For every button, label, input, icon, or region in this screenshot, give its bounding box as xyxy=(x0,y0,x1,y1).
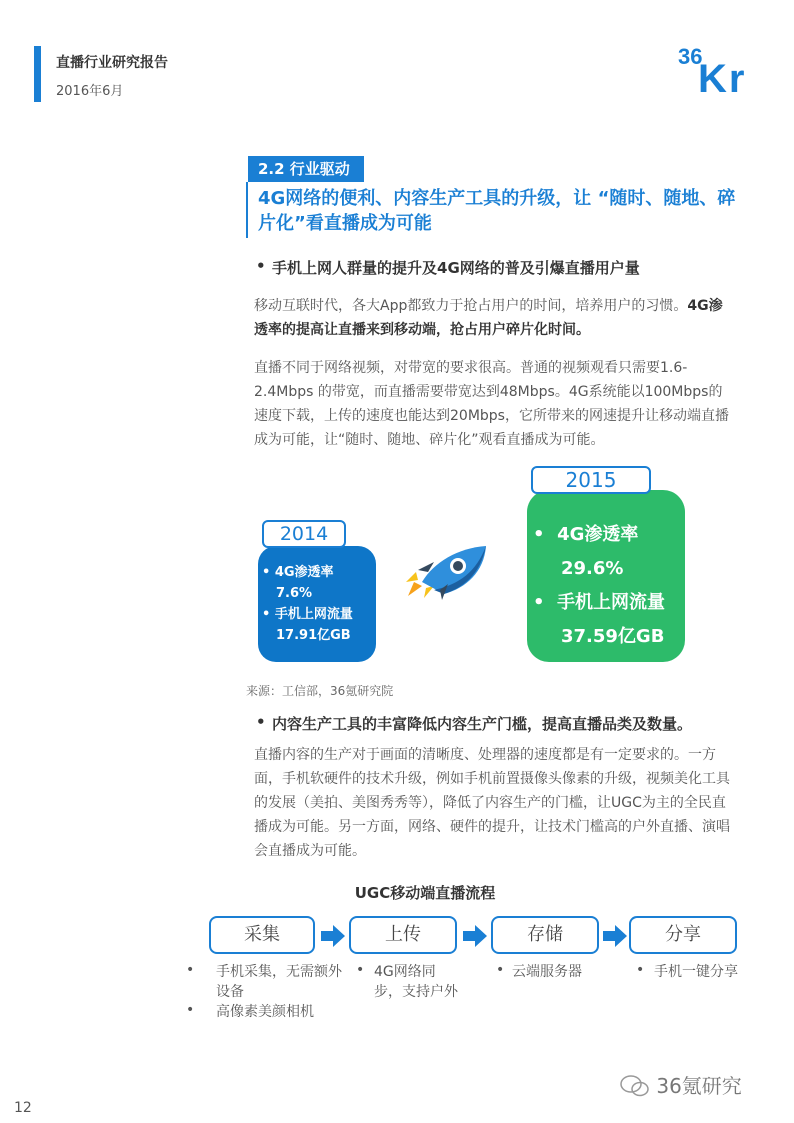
stat-2014-label-1: 4G渗透率 xyxy=(274,565,334,580)
bullet-dot: • xyxy=(186,1002,195,1018)
flow-note-collect-2: 高像素美颜相机 xyxy=(216,1004,314,1020)
bullet-dot: • xyxy=(533,592,545,613)
point1-paragraph1 xyxy=(254,294,732,342)
stat-2015-value-1: 29.6% xyxy=(561,558,624,579)
point2-heading: 内容生产工具的丰富降低内容生产门槛，提高直播品类及数量。 xyxy=(272,715,693,733)
stat-2014-value-2: 17.91亿GB xyxy=(276,628,351,643)
bullet-dot: • xyxy=(496,962,505,978)
stat-2015-label-2: 手机上网流量 xyxy=(557,592,666,613)
flow-note-store-1: 云端服务器 xyxy=(512,964,582,980)
source-note: 来源：工信部，36氪研究院 xyxy=(246,684,394,698)
wechat-icon xyxy=(620,1075,650,1097)
flow-note-share-1: 手机一键分享 xyxy=(654,964,738,980)
stat-2014-label-2: 手机上网流量 xyxy=(274,607,353,622)
36kr-logo xyxy=(676,40,768,96)
stat-2015-label-1: 4G渗透率 xyxy=(557,524,639,545)
year-2014-label: 2014 xyxy=(262,520,346,548)
point2-paragraph: 直播内容的生产对于画面的清晰度、处理器的速度都是有一定要求的。一方面，手机软硬件的技术升级，例如手机前置摄像头像素的升级，视频美化工具的发展（美拍、美图秀秀等），降低了内容生产的门槛，让UGC为主的全民直播成为可能。另一方面，网络、硬件的提升，让技术门槛高的户外直播、演唱会直播成为可能。 xyxy=(254,747,730,859)
bullet-dot: • xyxy=(636,962,645,978)
flow-step-upload: 上传 xyxy=(349,916,457,954)
year-2015-label: 2015 xyxy=(531,466,651,494)
point1-bullet: • xyxy=(256,257,266,275)
stat-2014-value-1: 7.6% xyxy=(276,586,313,601)
point1-para1-text: 移动互联时代，各大App都致力于抢占用户的时间，培养用户的习惯。 xyxy=(254,298,688,314)
flow-note-collect-1: 手机采集，无需额外设备 xyxy=(216,964,342,1000)
flow-note-upload-1: 4G网络同步，支持户外 xyxy=(374,964,458,1000)
bullet-dot: • xyxy=(356,962,365,978)
rocket-icon xyxy=(404,542,490,600)
section-tag: 2.2 行业驱动 xyxy=(248,156,364,182)
point1-heading: 手机上网人群量的提升及4G网络的普及引爆直播用户量 xyxy=(272,259,640,277)
stat-2015-value-2: 37.59亿GB xyxy=(561,626,665,647)
point1-paragraph2: 直播不同于网络视频，对带宽的要求很高。普通的视频观看只需要1.6-2.4Mbps 的带宽，而直播需要带宽达到48Mbps。4G系统能以100Mbps的速度下载，上传的速度也能达到20Mbps，它所带来的网速提升让移动端直播成为可能，让“随时、随地、碎片化”观看直播成为可能。 xyxy=(254,360,729,448)
bullet-dot: • xyxy=(262,607,271,622)
svg-text:Kr: Kr xyxy=(698,57,747,96)
bullet-dot: • xyxy=(186,962,195,978)
bullet-dot: • xyxy=(262,565,271,580)
arrow-right-icon xyxy=(603,925,627,947)
header-accent-bar xyxy=(34,46,41,102)
point1-para1-bold: 4G渗透率的提高让直播来到移动端，抢占用户碎片化时间。 xyxy=(254,298,723,338)
watermark-text: 36氪研究 xyxy=(656,1074,742,1098)
page-number: 12 xyxy=(14,1100,32,1116)
flow-step-store: 存储 xyxy=(491,916,599,954)
stats-2015-text xyxy=(533,518,665,654)
report-title: 直播行业研究报告 xyxy=(56,55,168,71)
flow-step-share: 分享 xyxy=(629,916,737,954)
bullet-dot: • xyxy=(533,524,545,545)
flow-step-collect: 采集 xyxy=(209,916,315,954)
section-title: 4G网络的便利、内容生产工具的升级，让 “随时、随地、碎片化”看直播成为可能 xyxy=(258,188,736,234)
point2-bullet: • xyxy=(256,713,266,731)
section-divider xyxy=(246,182,248,238)
arrow-right-icon xyxy=(321,925,345,947)
watermark xyxy=(620,1070,742,1099)
report-date: 2016年6月 xyxy=(56,84,124,99)
flow-title: UGC移动端直播流程 xyxy=(354,884,496,902)
svg-text:36: 36 xyxy=(678,44,703,69)
stats-2014-text xyxy=(262,562,353,646)
arrow-right-icon xyxy=(463,925,487,947)
